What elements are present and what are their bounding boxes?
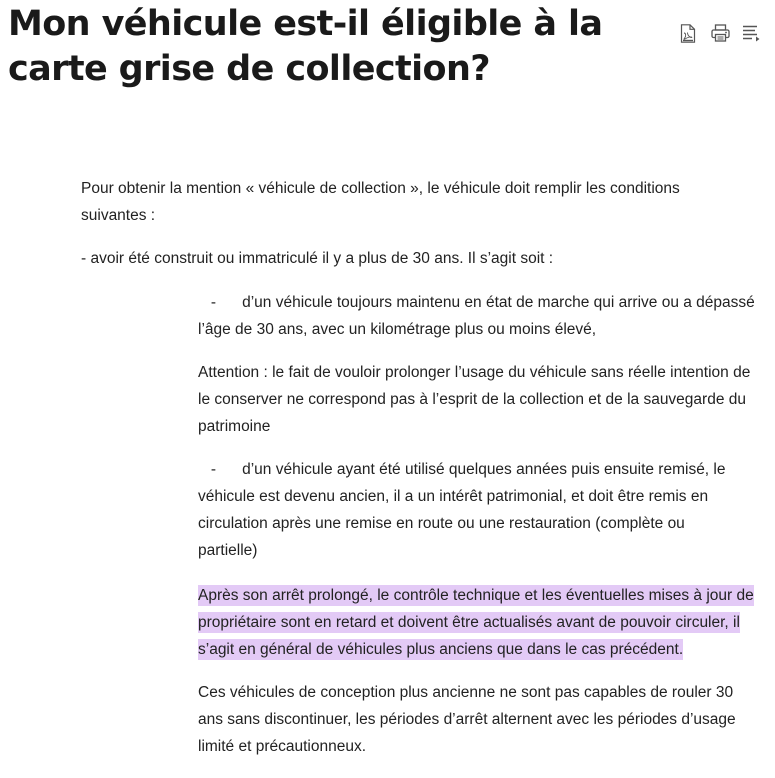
list-item — [198, 289, 758, 343]
highlighted-text: Après son arrêt prolongé, le contrôle technique et les éventuelles mises à jour de propriétaire sont en retard et doivent être actualisés avant de pouvoir circuler, il s’agit en général de véhicules plus anciens que dans le cas précédent. — [198, 587, 754, 658]
bullet-dash: - — [210, 294, 217, 311]
page-title: Mon véhicule est-il éligible à la carte grise de collection? — [8, 4, 603, 89]
text-list-icon — [742, 24, 761, 42]
list-item — [198, 456, 743, 564]
pdf-icon — [680, 24, 696, 43]
bullet-dash: - — [210, 461, 217, 478]
list-item-text: d’un véhicule toujours maintenu en état de marche qui arrive ou a dépassé l’âge de 30 ans, avec un kilométrage plus ou moins élevé, — [198, 294, 755, 338]
print-button[interactable] — [711, 24, 730, 43]
pdf-button[interactable] — [680, 24, 699, 43]
article-toolbar — [680, 24, 761, 43]
highlighted-paragraph — [198, 582, 768, 663]
intro-paragraph: Pour obtenir la mention « véhicule de collection », le véhicule doit remplir les conditions suivantes : — [81, 180, 680, 224]
attention-paragraph: Attention : le fait de vouloir prolonger l’usage du véhicule sans réelle intention de le conserver ne correspond pas à l’esprit de la collection et de la sauvegarde du patrimoine — [198, 364, 751, 435]
reader-view-button[interactable] — [742, 24, 761, 43]
print-icon — [711, 24, 730, 42]
list-item-text: d’un véhicule ayant été utilisé quelques années puis ensuite remisé, le véhicule est devenu ancien, il a un intérêt patrimonial, et doit être remis en circulation après une remise en route ou une restauration (complète ou partielle) — [198, 461, 726, 559]
condition-paragraph: - avoir été construit ou immatriculé il y a plus de 30 ans. Il s’agit soit : — [81, 250, 554, 267]
closing-paragraph: Ces véhicules de conception plus ancienne ne sont pas capables de rouler 30 ans sans discontinuer, les périodes d’arrêt alternent avec les périodes d’usage limité et précautionneux. — [198, 684, 736, 755]
